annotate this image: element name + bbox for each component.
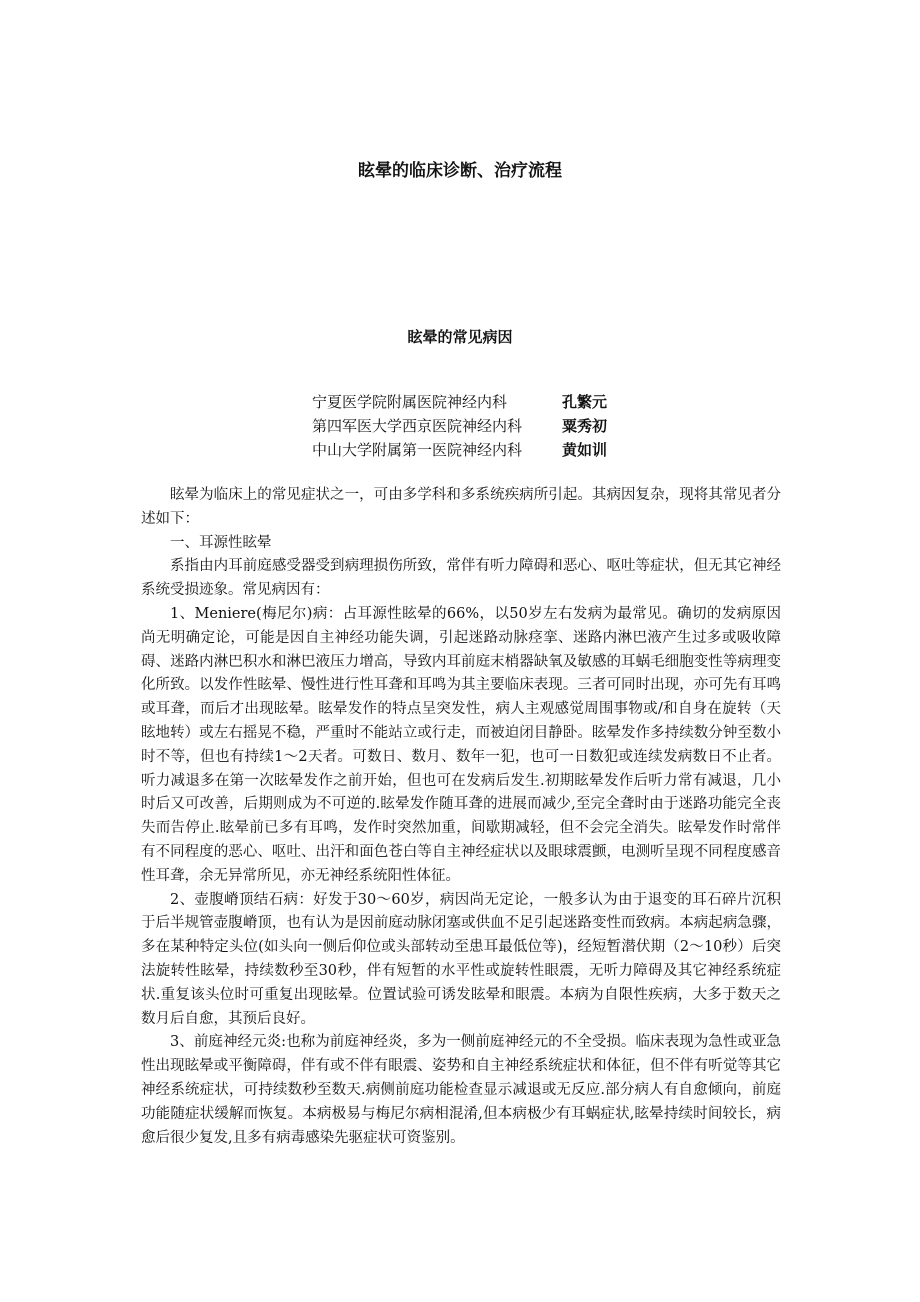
author-row: [312, 390, 632, 414]
section-heading: 一、耳源性眩晕: [170, 534, 272, 551]
author-name: 黄如训: [562, 441, 608, 459]
author-affiliation: 宁夏医学院附属医院神经内科: [312, 393, 508, 411]
author-list: [312, 390, 632, 462]
intro-paragraph: 眩晕为临床上的常见症状之一，可由多学科和多系统疾病所引起。其病因复杂，现将其常见者分述如下：: [141, 487, 781, 527]
body-paragraph: 系指由内耳前庭感受器受到病理损伤所致，常伴有听力障碍和恶心、呕吐等症状，但无其它神经系统受损迹象。常见病因有：: [141, 558, 781, 599]
body-paragraph: 1、Meniere(梅尼尔)病：占耳源性眩晕的66%，以50岁左右发病为最常见。确切的发病原因尚无明确定论，可能是因自主神经功能失调，引起迷路动脉痉挛、迷路内淋巴液产生过多或吸收障碍、迷路内淋巴积水和淋巴液压力增高，导致内耳前庭末梢器缺氧及敏感的耳蜗毛细胞变性等病理变化所致。以发作性眩晕、慢性进行性耳聋和耳鸣为其主要临床表现。三者可同时出现，亦可先有耳鸣或耳聋，而后才出现眩晕。眩晕发作的特点呈突发性，病人主观感觉周围事物或/和自身在旋转（天眩地转）或左右摇晃不稳，严重时不能站立或行走，而被迫闭目静卧。眩晕发作多持续数分钟至数小时不等，但也有持续1～2天者。可数日、数月、数年一犯，也可一日数犯或连续发病数日不止者。听力减退多在第一次眩晕发作之前开始，但也可在发病后发生.初期眩晕发作后听力常有减退，几小时后又可改善，后期则成为不可逆的.眩晕发作随耳聋的进展而减少,至完全聋时由于迷路功能完全丧失而告停止.眩晕前已多有耳鸣，发作时突然加重，间歇期减轻，但不会完全消失。眩晕发作时常伴有不同程度的恶心、呕吐、出汗和面色苍白等自主神经症状以及眼球震颤，电测听呈现不同程度感音性耳聋，余无异常所见，亦无神经系统阳性体征。: [141, 605, 781, 884]
section-title: 眩晕的常见病因: [407, 328, 513, 346]
body-paragraph: 2、壶腹嵴顶结石病：好发于30～60岁，病因尚无定论，一般多认为由于退变的耳石碎片沉积于后半规管壶腹嵴顶，也有认为是因前庭动脉闭塞或供血不足引起迷路变性而致病。本病起病急骤，多在某种特定头位(如头向一侧后仰位或头部转动至患耳最低位等)，经短暂潜伏期（2～10秒）后突法旋转性眩晕，持续数秒至30秒，伴有短暂的水平性或旋转性眼震，无听力障碍及其它神经系统症状.重复该头位时可重复出现眩晕。位置试验可诱发眩晕和眼震。本病为自限性疾病，大多于数天之数月后自愈，其预后良好。: [141, 891, 781, 1027]
author-name: 粟秀初: [562, 417, 608, 435]
body-text: [141, 484, 781, 1150]
author-affiliation: 中山大学附属第一医院神经内科: [312, 441, 523, 459]
document-title: 眩晕的临床诊断、治疗流程: [358, 161, 562, 181]
author-row: [312, 438, 632, 462]
author-row: [312, 414, 632, 438]
body-paragraph: 3、前庭神经元炎:也称为前庭神经炎，多为一侧前庭神经元的不全受损。临床表现为急性或亚急性出现眩晕或平衡障碍，伴有或不伴有眼震、姿势和自主神经系统症状和体征，但不伴有听觉等其它神经系统症状，可持续数秒至数天.病侧前庭功能检查显示减退或无反应.部分病人有自愈倾向，前庭功能随症状缓解而恢复。本病极易与梅尼尔病相混淆,但本病极少有耳蜗症状,眩晕持续时间较长，病愈后很少复发,且多有病毒感染先驱症状可资鉴别。: [141, 1034, 781, 1146]
author-affiliation: 第四军医大学西京医院神经内科: [312, 417, 523, 435]
author-name: 孔繁元: [562, 393, 608, 411]
